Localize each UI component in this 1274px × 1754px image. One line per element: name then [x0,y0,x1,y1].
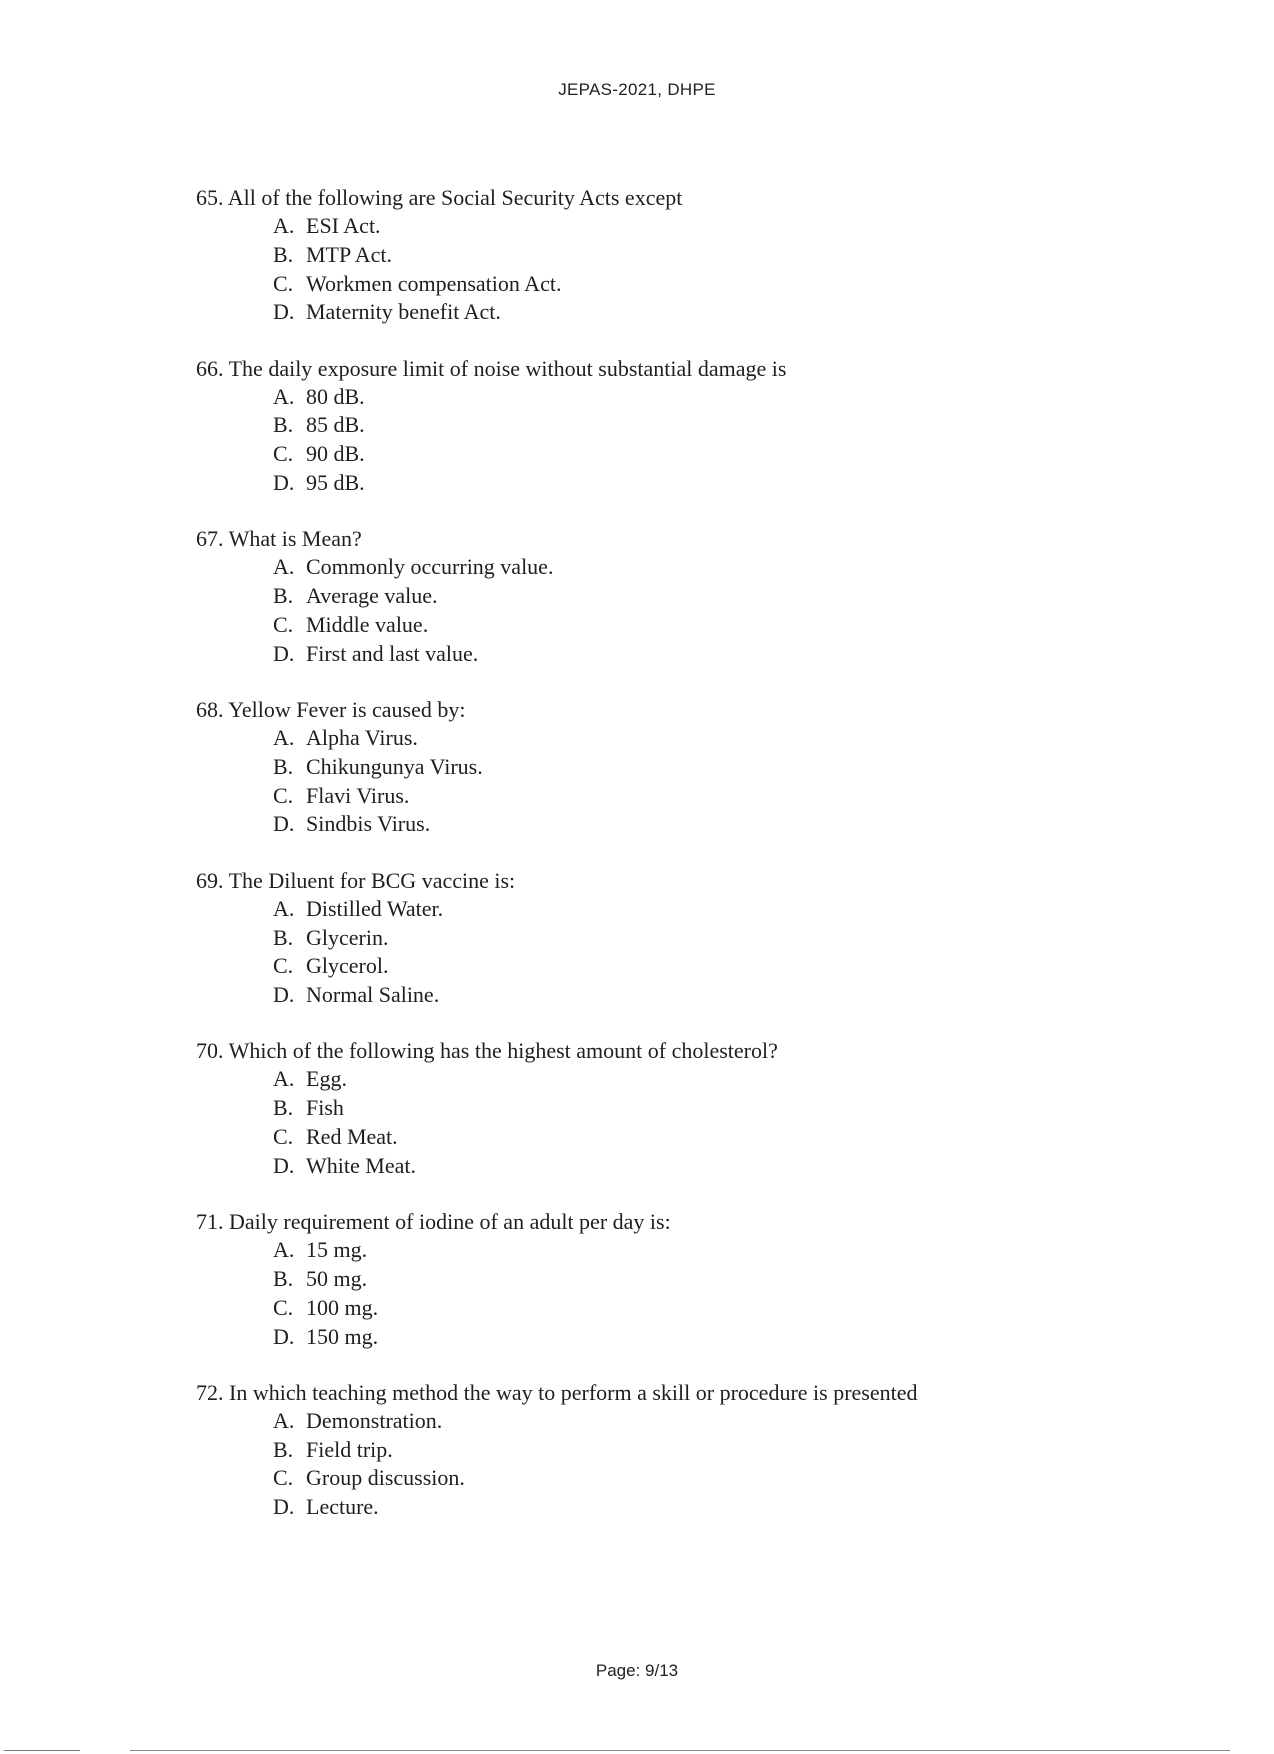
option-text: Demonstration. [306,1407,443,1433]
option-text: Maternity benefit Act. [306,299,501,325]
option-letter: A. [273,383,295,409]
option-letter: B. [273,753,294,779]
option-letter: D. [273,982,295,1008]
option-letter: D. [273,470,295,496]
option-text: Middle value. [306,611,429,637]
option-d [273,1323,1096,1352]
option-letter: B. [273,1436,294,1462]
option-text: Glycerol. [306,953,389,979]
question-number: 72. [196,1379,224,1405]
question-text: In which teaching method the way to perform a skill or procedure is presented [229,1379,918,1405]
option-d [273,1152,1096,1181]
option-c [273,782,1096,811]
question-68 [196,695,1096,839]
option-letter: C. [273,1465,294,1491]
question-text: Yellow Fever is caused by: [228,697,466,723]
option-text: ESI Act. [306,213,381,238]
question-72 [196,1378,1096,1522]
option-d [273,1493,1096,1522]
option-a [273,1236,1096,1265]
option-list [196,724,1096,839]
question-list [196,183,1096,1549]
footer-rule-left [4,1750,80,1751]
page-number: Page: 9/13 [595,1661,679,1680]
option-text: Egg. [306,1066,347,1092]
footer-rule [130,1750,1230,1751]
option-c [273,952,1096,981]
option-d [273,810,1096,839]
option-letter: C. [273,1124,294,1150]
option-letter: A. [273,1237,295,1263]
question-number: 65. [196,185,224,210]
question-stem [196,354,1096,383]
option-letter: C. [273,441,294,467]
question-text: Daily requirement of iodine of an adult per day is: [229,1209,671,1235]
option-letter: D. [273,299,295,325]
question-67 [196,524,1096,668]
question-text: Which of the following has the highest amount of cholesterol? [228,1038,778,1064]
option-letter: B. [273,1095,294,1121]
option-b [273,582,1096,611]
question-stem [196,524,1096,553]
option-letter: A. [273,1407,295,1433]
option-text: 50 mg. [306,1265,368,1291]
question-number: 67. [196,526,224,552]
option-text: Lecture. [306,1494,379,1520]
option-letter: A. [273,895,295,921]
question-stem [196,183,1096,212]
option-text: Normal Saline. [306,982,440,1008]
option-a [273,383,1096,412]
option-list [196,212,1096,327]
option-text: 80 dB. [306,383,365,409]
option-b [273,1265,1096,1294]
option-text: 100 mg. [306,1294,379,1320]
option-letter: A. [273,725,295,751]
option-text: Sindbis Virus. [306,811,431,837]
option-d [273,981,1096,1010]
question-stem [196,866,1096,895]
option-text: Field trip. [306,1436,393,1462]
option-b [273,1436,1096,1465]
option-d [273,640,1096,669]
option-text: 85 dB. [306,412,365,438]
option-text: Fish [306,1095,344,1121]
question-number: 66. [196,355,224,381]
option-letter: D. [273,640,295,666]
question-71 [196,1207,1096,1351]
option-letter: B. [273,1265,294,1291]
option-letter: A. [273,554,295,580]
option-letter: C. [273,953,294,979]
question-stem [196,695,1096,724]
option-letter: A. [273,213,295,238]
question-text: All of the following are Social Security Acts except [227,185,683,210]
question-number: 68. [196,697,224,723]
option-list [196,553,1096,668]
option-letter: C. [273,611,294,637]
option-c [273,1294,1096,1323]
option-letter: C. [273,270,294,296]
option-letter: C. [273,1294,294,1320]
question-stem [196,1378,1096,1407]
option-d [273,298,1096,327]
option-a [273,1407,1096,1436]
option-text: Average value. [306,583,438,609]
option-text: 95 dB. [306,470,365,496]
question-text: What is Mean? [228,526,362,552]
question-number: 70. [196,1038,224,1064]
option-letter: C. [273,782,294,808]
option-a [273,1065,1096,1094]
option-letter: B. [273,412,294,438]
question-stem [196,1207,1096,1236]
question-70 [196,1036,1096,1180]
option-text: Chikungunya Virus. [306,753,483,779]
question-69 [196,866,1096,1010]
option-letter: D. [273,1152,295,1178]
option-text: Distilled Water. [306,895,444,921]
option-letter: A. [273,1066,295,1092]
question-stem [196,1036,1096,1065]
option-text: Flavi Virus. [306,782,410,808]
option-a [273,895,1096,924]
option-letter: B. [273,241,294,267]
option-b [273,411,1096,440]
option-b [273,241,1096,270]
option-text: MTP Act. [306,241,392,267]
option-text: White Meat. [306,1152,416,1178]
option-letter: B. [273,583,294,609]
question-number: 71. [196,1209,224,1235]
option-text: Red Meat. [306,1124,398,1150]
option-text: 15 mg. [306,1237,368,1263]
option-text: Group discussion. [306,1465,465,1491]
option-text: 150 mg. [306,1323,379,1349]
option-letter: D. [273,811,295,837]
question-65 [196,183,1096,327]
option-b [273,753,1096,782]
page-footer [0,1661,1274,1681]
question-number: 69. [196,867,224,893]
page-header [0,80,1274,100]
option-c [273,440,1096,469]
option-letter: D. [273,1323,295,1349]
option-b [273,924,1096,953]
option-c [273,1123,1096,1152]
question-text: The daily exposure limit of noise without substantial damage is [228,355,787,381]
option-letter: B. [273,924,294,950]
option-text: First and last value. [306,640,479,666]
option-list [196,1407,1096,1522]
question-text: The Diluent for BCG vaccine is: [228,867,516,893]
option-text: Alpha Virus. [306,725,418,751]
option-list [196,1065,1096,1180]
question-66 [196,354,1096,498]
option-text: Glycerin. [306,924,389,950]
option-letter: D. [273,1494,295,1520]
option-list [196,383,1096,498]
option-list [196,895,1096,1010]
option-text: Workmen compensation Act. [306,270,562,296]
option-b [273,1094,1096,1123]
option-c [273,1464,1096,1493]
option-c [273,611,1096,640]
option-text: 90 dB. [306,441,365,467]
option-a [273,724,1096,753]
option-a [273,553,1096,582]
option-list [196,1236,1096,1351]
option-d [273,469,1096,498]
option-text: Commonly occurring value. [306,554,554,580]
option-c [273,270,1096,299]
exam-title: JEPAS-2021, DHPE [558,80,716,99]
option-a [273,212,1096,241]
